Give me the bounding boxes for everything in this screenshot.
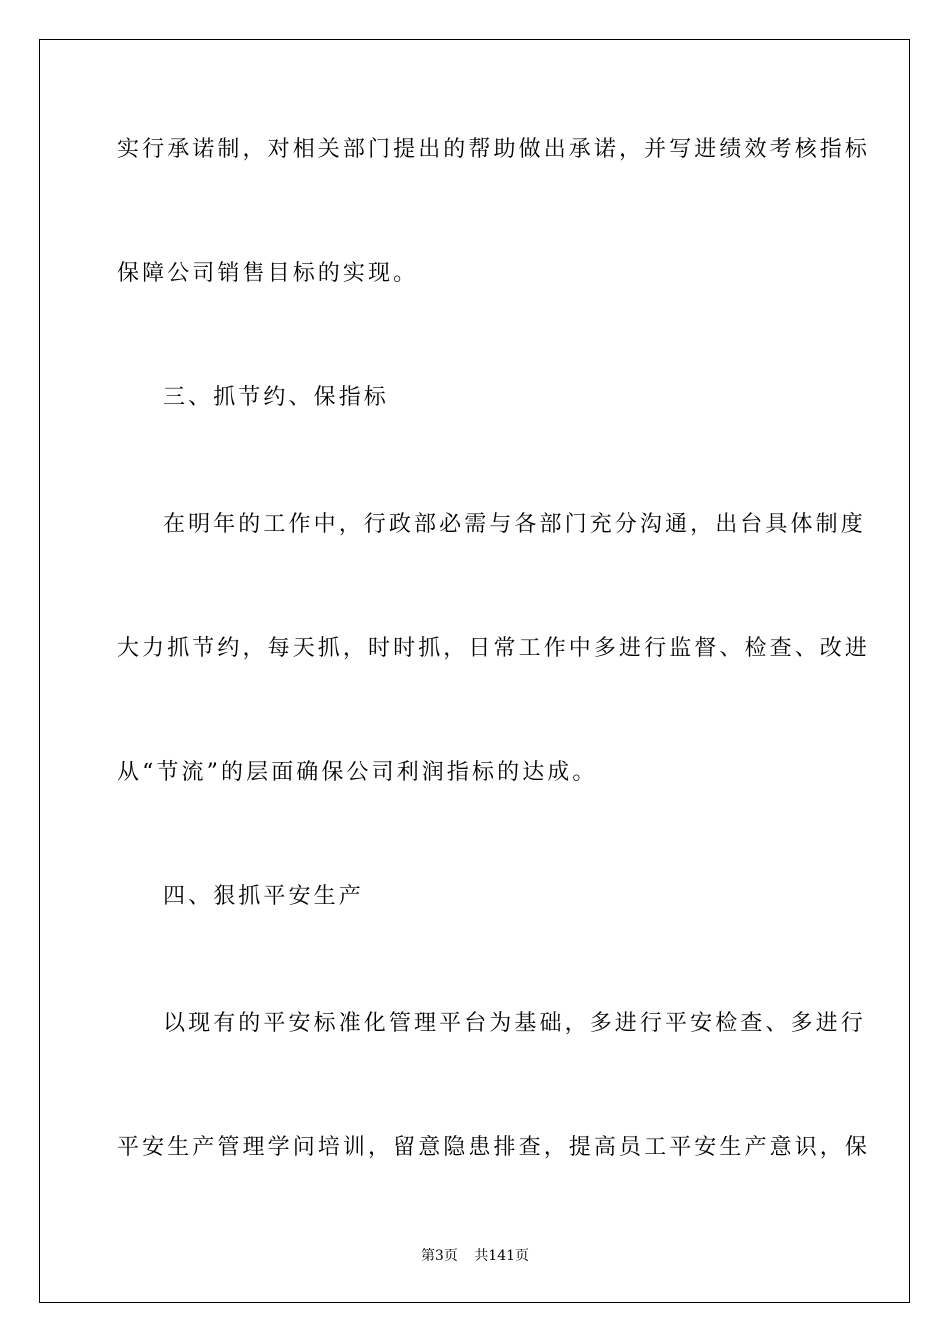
section-heading-4: 四、狠抓平安生产 [163, 884, 364, 909]
page-border [39, 39, 910, 1303]
page-footer [0, 1246, 950, 1266]
page-number: 第3页 [420, 1248, 458, 1264]
total-pages: 共141页 [474, 1248, 530, 1264]
text-line-2: 保障公司销售目标的实现。 [117, 261, 419, 286]
text-line-4: 在明年的工作中，行政部必需与各部门充分沟通，出台具体制度 [163, 512, 866, 537]
text-line-8: 以现有的平安标准化管理平台为基础，多进行平安检查、多进行 [163, 1011, 866, 1036]
text-line-9: 平安生产管理学问培训，留意隐患排查，提高员工平安生产意识，保 [117, 1135, 871, 1160]
section-heading-3: 三、抓节约、保指标 [163, 385, 389, 410]
text-line-6: 从“节流”的层面确保公司利润指标的达成。 [117, 760, 598, 785]
text-line-5: 大力抓节约，每天抓，时时抓，日常工作中多进行监督、检查、改进 [117, 636, 871, 661]
text-line-1: 实行承诺制，对相关部门提出的帮助做出承诺，并写进绩效考核指标 [117, 137, 871, 162]
